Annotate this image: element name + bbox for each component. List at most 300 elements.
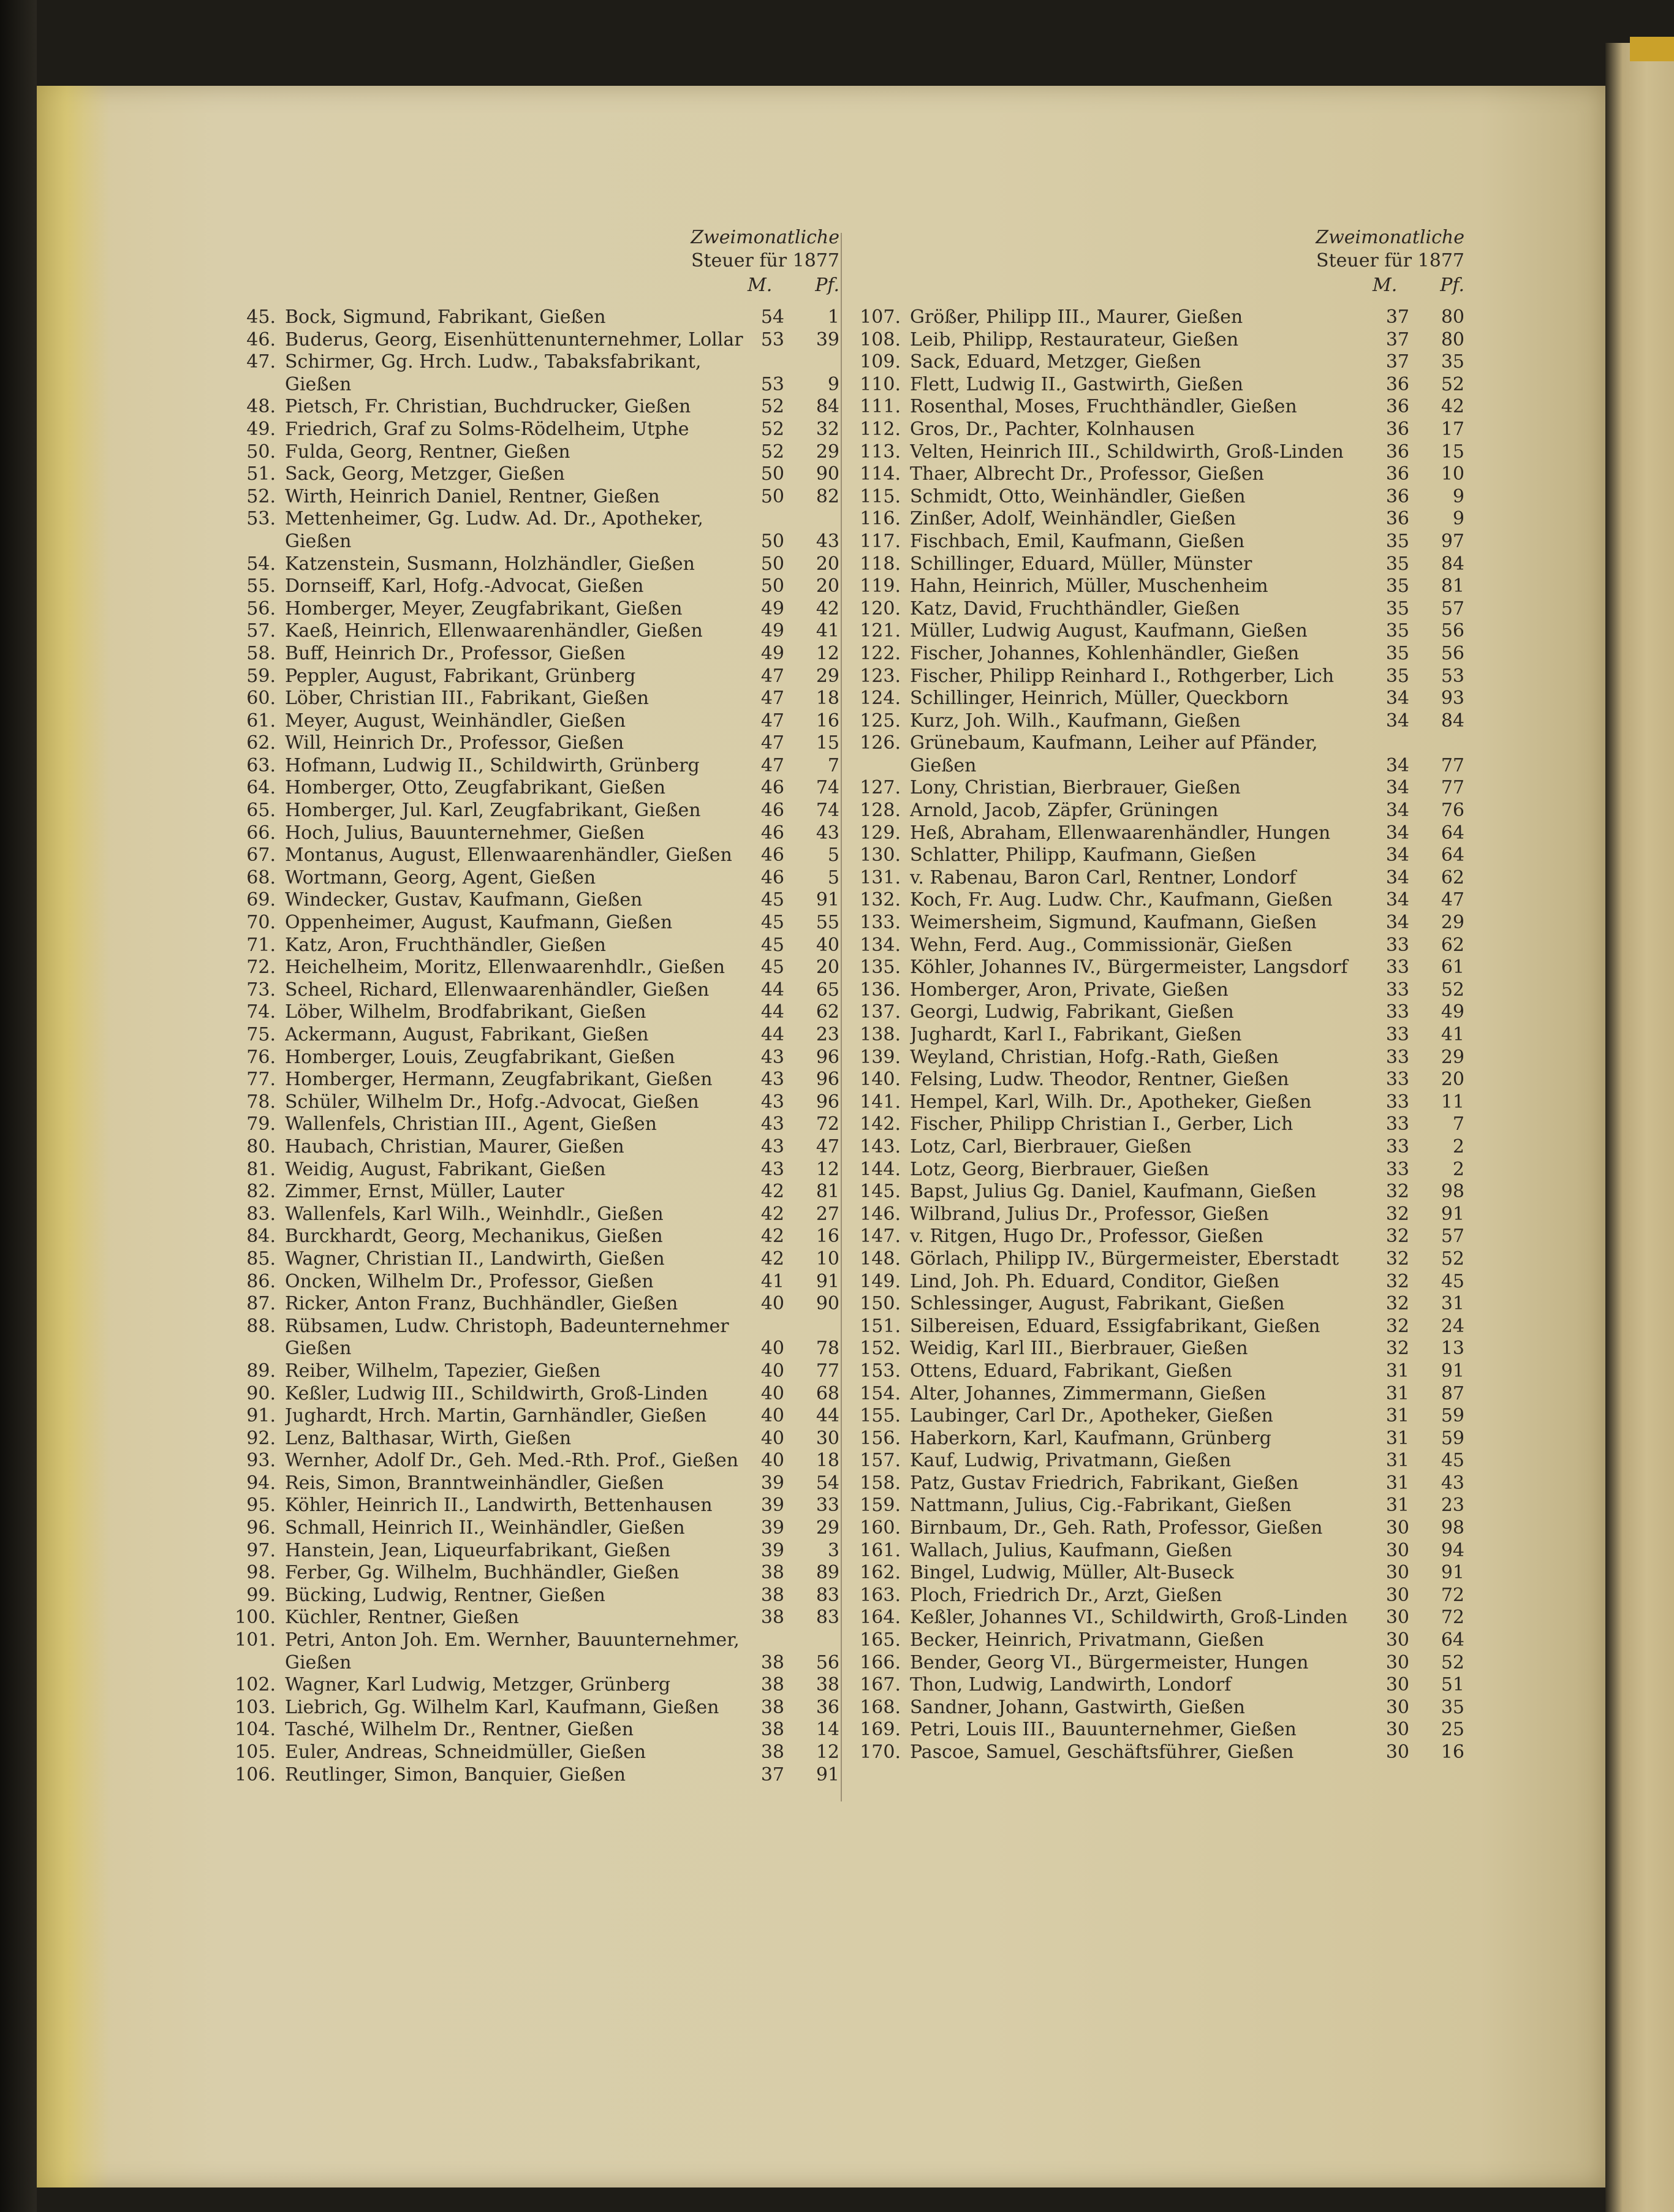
table-row [858,1069,1471,1091]
tax-pfennig: 25 [1441,1719,1464,1741]
table-row [858,1383,1471,1406]
tax-marks: 45 [760,912,784,934]
entry-number: 140. [860,1069,901,1091]
entry-tax [1373,1562,1464,1585]
table-row [233,1069,846,1091]
entry-tax [1373,486,1464,509]
entry-number: 121. [860,620,901,642]
entry-tax [1373,1047,1464,1069]
entry-name: v. Ritgen, Hugo Dr., Professor, Gießen [910,1225,1263,1248]
adjacent-page-tab [1630,37,1674,61]
entry-name: Bingel, Ludwig, Müller, Alt-Buseck [910,1562,1234,1584]
tax-pfennig: 10 [1441,463,1464,485]
tax-marks: 44 [760,1001,784,1023]
tax-marks: 43 [760,1069,784,1091]
tax-marks: 35 [1385,597,1409,619]
tax-pfennig: 9 [827,373,839,395]
entry-number: 111. [860,396,901,418]
entry-number: 70. [246,912,276,934]
entry-tax [748,1383,839,1406]
tax-marks: 43 [760,1135,784,1157]
entry-number: 167. [860,1674,901,1696]
tax-marks: 38 [760,1719,784,1741]
entry-number: 130. [860,844,901,866]
tax-pfennig: 23 [816,1024,839,1045]
table-row [233,306,846,329]
entry-number: 169. [860,1719,901,1741]
table-row [233,598,846,621]
tax-marks: 49 [760,642,784,664]
tax-pfennig: 72 [1441,1584,1464,1606]
tax-pfennig: 29 [816,1517,839,1539]
table-row [858,665,1471,688]
entry-tax [748,1517,839,1540]
header-m: M. [1373,275,1398,296]
tax-pfennig: 52 [1441,1248,1464,1270]
entry-tax [748,1562,839,1585]
tax-marks: 37 [1385,328,1409,350]
entry-number: 133. [860,912,901,934]
entry-tax [1373,1136,1464,1159]
table-row [858,1697,1471,1719]
entry-number: 120. [860,597,901,619]
entry-name: Katz, David, Fruchthändler, Gießen [910,597,1240,619]
tax-marks: 38 [760,1562,784,1584]
tax-pfennig: 84 [1441,710,1464,732]
header-pf: Pf. [1440,275,1464,296]
entry-tax [748,687,839,710]
table-row [233,934,846,957]
tax-pfennig: 5 [827,866,839,888]
entry-tax [1373,822,1464,845]
tax-pfennig: 91 [1441,1360,1464,1382]
tax-pfennig: 90 [816,463,839,485]
tax-marks: 49 [760,597,784,619]
tax-pfennig: 91 [816,1763,839,1786]
entry-tax [1373,1383,1464,1406]
entry-number: 84. [246,1225,276,1248]
entry-tax [748,1024,839,1047]
entry-name: Wagner, Karl Ludwig, Metzger, Grünberg [285,1674,671,1696]
entry-name: Peppler, August, Fabrikant, Grünberg [285,665,636,687]
tax-marks: 32 [1385,1225,1409,1248]
table-row [233,665,846,688]
entry-number: 107. [860,306,901,328]
entry-number: 108. [860,328,901,350]
entry-number: 155. [860,1405,901,1427]
tax-marks: 30 [1385,1651,1409,1673]
table-row [858,351,1471,374]
entry-tax [748,1136,839,1159]
entry-number: 77. [246,1069,276,1091]
tax-marks: 36 [1385,373,1409,395]
entry-tax [748,777,839,800]
tax-marks: 32 [1385,1293,1409,1315]
entry-number: 103. [235,1696,276,1718]
tax-marks: 40 [760,1382,784,1404]
table-row [858,1293,1471,1316]
table-row [858,1047,1471,1069]
entry-tax [748,1428,839,1450]
tax-marks: 32 [1385,1248,1409,1270]
entry-name: Schillinger, Heinrich, Müller, Queckborn [910,687,1289,710]
entry-tax [1373,441,1464,464]
entry-name: Georgi, Ludwig, Fabrikant, Gießen [910,1001,1234,1023]
entry-tax [1373,1316,1464,1338]
table-row [858,441,1471,464]
entry-tax [1373,1024,1464,1047]
entry-tax [1373,1360,1464,1383]
tax-marks: 32 [1385,1315,1409,1337]
tax-marks: 38 [760,1696,784,1718]
table-row [233,1113,846,1136]
entry-name: Ricker, Anton Franz, Buchhändler, Gießen [285,1293,678,1315]
entry-number: 127. [860,777,901,799]
entry-number: 89. [246,1360,276,1382]
entry-name: Felsing, Ludw. Theodor, Rentner, Gießen [910,1069,1289,1091]
entry-tax [1373,710,1464,733]
entry-name: Patz, Gustav Friedrich, Fabrikant, Gießen [910,1472,1299,1494]
entry-name: Homberger, Meyer, Zeugfabrikant, Gießen [285,597,683,619]
tax-pfennig: 16 [1441,1741,1464,1763]
entry-name: Homberger, Hermann, Zeugfabrikant, Gießen [285,1069,713,1091]
entry-name: Haberkorn, Karl, Kaufmann, Grünberg [910,1427,1271,1449]
tax-pfennig: 15 [1441,441,1464,463]
tax-pfennig: 17 [1441,418,1464,440]
tax-marks: 41 [760,1270,784,1292]
entry-name: Köhler, Heinrich II., Landwirth, Bettenhausen [285,1494,713,1517]
entry-number: 91. [246,1405,276,1427]
entry-name: Laubinger, Carl Dr., Apotheker, Gießen [910,1405,1273,1427]
entry-tax [748,531,839,553]
table-row [233,1494,846,1517]
table-row [858,1091,1471,1114]
entry-name: Rübsamen, Ludw. Christoph, Badeunternehmer Gießen [285,1315,729,1360]
entry-number: 115. [860,485,901,507]
entry-name: Bapst, Julius Gg. Daniel, Kaufmann, Gießen [910,1181,1317,1203]
left-table-body [233,306,846,1786]
table-row [233,1181,846,1203]
tax-pfennig: 23 [1441,1494,1464,1517]
tax-pfennig: 29 [1441,912,1464,934]
entry-name: Fischer, Philipp Christian I., Gerber, Lich [910,1113,1293,1135]
table-row [858,912,1471,934]
entry-name: Katz, Aron, Fruchthändler, Gießen [285,934,606,956]
entry-name: Flett, Ludwig II., Gastwirth, Gießen [910,373,1243,395]
entry-name: Leib, Philipp, Restaurateur, Gießen [910,328,1239,350]
entry-name: Hahn, Heinrich, Müller, Muschenheim [910,575,1268,597]
entry-number: 105. [235,1741,276,1763]
entry-tax [748,710,839,733]
tax-pfennig: 7 [1452,1113,1464,1135]
table-row [233,1136,846,1159]
entry-name: Müller, Ludwig August, Kaufmann, Gießen [910,620,1308,642]
table-row [858,1338,1471,1360]
right-column [858,227,1471,1764]
entry-number: 118. [860,553,901,575]
entry-name: Zinßer, Adolf, Weinhändler, Gießen [910,508,1236,530]
entry-number: 59. [246,665,276,687]
entry-tax [1373,1674,1464,1697]
entry-number: 141. [860,1091,901,1113]
tax-pfennig: 87 [1441,1382,1464,1404]
tax-pfennig: 96 [816,1091,839,1113]
entry-name: Fischbach, Emil, Kaufmann, Gießen [910,530,1245,552]
entry-tax [1373,1203,1464,1226]
tax-marks: 30 [1385,1719,1409,1741]
tax-pfennig: 33 [816,1494,839,1517]
entry-name: Fischer, Philipp Reinhard I., Rothgerber, Lich [910,665,1335,687]
entry-name: Buff, Heinrich Dr., Professor, Gießen [285,642,626,664]
entry-name: Becker, Heinrich, Privatmann, Gießen [910,1629,1265,1651]
tax-marks: 30 [1385,1539,1409,1561]
tax-marks: 42 [760,1225,784,1248]
tax-pfennig: 82 [816,485,839,507]
table-row [858,329,1471,352]
entry-name: Hofmann, Ludwig II., Schildwirth, Grünberg [285,754,700,776]
tax-marks: 31 [1385,1427,1409,1449]
tax-pfennig: 81 [816,1181,839,1203]
entry-tax [1373,419,1464,441]
table-row [858,844,1471,867]
tax-pfennig: 15 [816,732,839,754]
right-table-body [858,306,1471,1764]
entry-name: Wallenfels, Christian III., Agent, Gießen [285,1113,657,1135]
entry-number: 156. [860,1427,901,1449]
entry-number: 61. [246,710,276,732]
table-row [858,1271,1471,1293]
table-row [858,1585,1471,1607]
table-row [233,1203,846,1226]
entry-number: 71. [246,934,276,956]
table-row [858,1159,1471,1181]
tax-marks: 33 [1385,979,1409,1001]
entry-number: 51. [246,463,276,485]
entry-number: 46. [246,328,276,350]
entry-number: 144. [860,1158,901,1180]
table-row [233,1540,846,1562]
entry-number: 56. [246,597,276,619]
tax-marks: 43 [760,1091,784,1113]
tax-marks: 52 [760,418,784,440]
tax-marks: 43 [760,1158,784,1180]
table-row [233,486,846,509]
tax-pfennig: 55 [816,912,839,934]
table-row [233,351,846,396]
entry-name: Heß, Abraham, Ellenwaarenhändler, Hungen [910,822,1331,844]
tax-pfennig: 64 [1441,822,1464,844]
entry-name: Weidig, Karl III., Bierbrauer, Gießen [910,1338,1248,1360]
entry-name: Tasché, Wilhelm Dr., Rentner, Gießen [285,1719,634,1741]
tax-pfennig: 62 [1441,934,1464,956]
table-row [858,374,1471,396]
entry-tax [1373,1719,1464,1741]
tax-marks: 47 [760,710,784,732]
entry-name: Wernher, Adolf Dr., Geh. Med.-Rth. Prof., Gießen [285,1450,739,1472]
entry-name: Wilbrand, Julius Dr., Professor, Gießen [910,1203,1269,1225]
entry-tax [748,1472,839,1495]
adjacent-page-edge [1605,43,1674,2212]
tax-pfennig: 20 [816,575,839,597]
right-column-header [858,227,1471,306]
tax-marks: 33 [1385,1069,1409,1091]
entry-name: Kaeß, Heinrich, Ellenwaarenhändler, Gießen [285,620,703,642]
entry-number: 163. [860,1584,901,1606]
table-row [233,1316,846,1360]
tax-pfennig: 47 [816,1135,839,1157]
entry-number: 135. [860,956,901,979]
tax-marks: 40 [760,1450,784,1472]
table-row [233,1001,846,1024]
entry-name: Will, Heinrich Dr., Professor, Gießen [285,732,624,754]
entry-tax [748,1047,839,1069]
tax-pfennig: 90 [816,1293,839,1315]
tax-marks: 30 [1385,1696,1409,1718]
entry-number: 76. [246,1046,276,1068]
entry-name: Sack, Eduard, Metzger, Gießen [910,351,1202,373]
entry-number: 54. [246,553,276,575]
entry-tax [748,1360,839,1383]
entry-tax [748,575,839,598]
entry-tax [1373,755,1464,778]
tax-pfennig: 57 [1441,597,1464,619]
tax-pfennig: 93 [1441,687,1464,710]
entry-number: 106. [235,1763,276,1786]
entry-name: Reutlinger, Simon, Banquier, Gießen [285,1763,626,1786]
tax-pfennig: 72 [1441,1607,1464,1629]
table-row [858,800,1471,822]
entry-number: 151. [860,1315,901,1337]
tax-pfennig: 97 [1441,530,1464,552]
tax-pfennig: 42 [1441,396,1464,418]
page-yellow-edge [37,86,110,2187]
entry-tax [748,1652,839,1675]
tax-pfennig: 3 [827,1539,839,1561]
entry-name: Gros, Dr., Pachter, Kolnhausen [910,418,1195,440]
tax-marks: 31 [1385,1405,1409,1427]
tax-marks: 34 [1385,866,1409,888]
entry-name: Ackermann, August, Fabrikant, Gießen [285,1024,649,1045]
tax-pfennig: 96 [816,1046,839,1068]
entry-tax [1373,351,1464,374]
entry-tax [1373,553,1464,576]
entry-name: Lind, Joh. Ph. Eduard, Conditor, Gießen [910,1270,1279,1292]
table-row [233,1472,846,1495]
entry-tax [1373,396,1464,419]
entry-tax [748,1719,839,1741]
tax-marks: 32 [1385,1203,1409,1225]
entry-number: 68. [246,866,276,888]
tax-marks: 45 [760,934,784,956]
entry-tax [748,1697,839,1719]
table-row [233,1562,846,1585]
entry-tax [1373,1271,1464,1293]
entry-tax [748,643,839,665]
entry-name: Velten, Heinrich III., Schildwirth, Groß-Linden [910,441,1344,463]
entry-number: 113. [860,441,901,463]
table-row [233,844,846,867]
tax-marks: 32 [1385,1181,1409,1203]
table-row [858,1607,1471,1629]
entry-name: Meyer, August, Weinhändler, Gießen [285,710,626,732]
entry-tax [1373,374,1464,396]
tax-marks: 30 [1385,1674,1409,1696]
table-row [858,1181,1471,1203]
entry-number: 137. [860,1001,901,1023]
entry-tax [1373,1652,1464,1675]
tax-pfennig: 96 [816,1069,839,1091]
book-spine-shadow [0,0,37,2212]
entry-name: Schlatter, Philipp, Kaufmann, Gießen [910,844,1257,866]
table-row [233,1383,846,1406]
tax-pfennig: 49 [1441,1001,1464,1023]
table-row [233,441,846,464]
entry-number: 52. [246,485,276,507]
tax-marks: 52 [760,396,784,418]
table-row [858,1248,1471,1271]
entry-tax [748,553,839,576]
entry-number: 50. [246,441,276,463]
entry-tax [1373,889,1464,912]
table-row [858,575,1471,598]
entry-number: 165. [860,1629,901,1651]
tax-pfennig: 16 [816,710,839,732]
entry-number: 117. [860,530,901,552]
table-row [858,1360,1471,1383]
entry-name: Reis, Simon, Branntweinhändler, Gießen [285,1472,664,1494]
tax-marks: 34 [1385,754,1409,776]
entry-tax [748,1159,839,1181]
entry-number: 99. [246,1584,276,1606]
entry-name: Schillinger, Eduard, Müller, Münster [910,553,1252,575]
entry-name: Fischer, Johannes, Kohlenhändler, Gießen [910,642,1300,664]
entry-name: Rosenthal, Moses, Fruchthändler, Gießen [910,396,1297,418]
tax-marks: 50 [760,553,784,575]
tax-pfennig: 39 [816,328,839,350]
tax-pfennig: 18 [816,1450,839,1472]
entry-tax [1373,1517,1464,1540]
tax-marks: 35 [1385,530,1409,552]
entry-tax [748,867,839,890]
tax-marks: 39 [760,1472,784,1494]
entry-number: 82. [246,1181,276,1203]
entry-tax [748,620,839,643]
tax-pfennig: 24 [1441,1315,1464,1337]
table-row [233,710,846,733]
entry-number: 126. [860,732,901,754]
entry-tax [1373,665,1464,688]
tax-marks: 50 [760,530,784,552]
entry-number: 90. [246,1382,276,1404]
table-row [233,419,846,441]
tax-pfennig: 83 [816,1584,839,1606]
entry-name: Ferber, Gg. Wilhelm, Buchhändler, Gießen [285,1562,680,1584]
left-column-header [233,227,846,306]
entry-tax [748,463,839,486]
tax-pfennig: 31 [1441,1293,1464,1315]
tax-pfennig: 81 [1441,575,1464,597]
entry-name: Schüler, Wilhelm Dr., Hofg.-Advocat, Gießen [285,1091,699,1113]
tax-pfennig: 98 [1441,1181,1464,1203]
entry-name: Lotz, Carl, Bierbrauer, Gießen [910,1135,1192,1157]
entry-tax [748,486,839,509]
entry-tax [1373,777,1464,800]
entry-name: Homberger, Jul. Karl, Zeugfabrikant, Gießen [285,800,701,822]
entry-number: 45. [246,306,276,328]
entry-tax [1373,956,1464,979]
tax-marks: 33 [1385,1158,1409,1180]
entry-number: 146. [860,1203,901,1225]
